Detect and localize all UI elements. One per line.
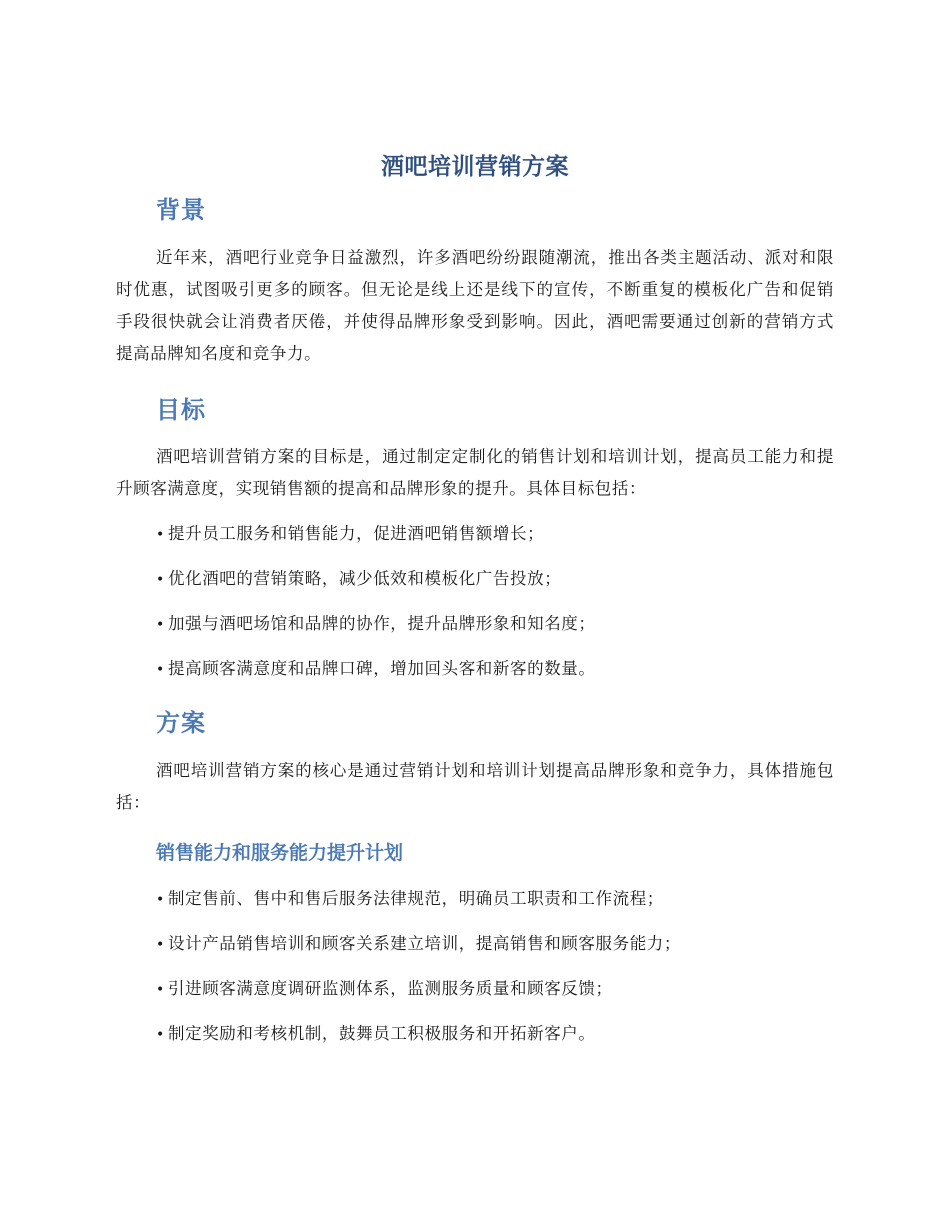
section-heading-plan: 方案 — [156, 709, 206, 737]
subsection-heading-sales-service: 销售能力和服务能力提升计划 — [156, 842, 404, 864]
plan-list-item — [156, 1022, 596, 1047]
plan-item-text: 引进顾客满意度调研监测体系，监测服务质量和顾客反馈； — [168, 979, 613, 998]
bullet-dot: • — [156, 662, 165, 678]
bullet-dot: • — [156, 1027, 165, 1043]
background-paragraph: 近年来，酒吧行业竞争日益激烈，许多酒吧纷纷跟随潮流，推出各类主题活动、派对和限时优惠，试图吸引更多的顾客。但无论是线上还是线下的宣传，不断重复的模板化广告和促销手段很快就会让消费者厌倦，并使得品牌形象受到影响。因此，酒吧需要通过创新的营销方式提高品牌知名度和竞争力。 — [116, 248, 834, 363]
section-heading-goals: 目标 — [156, 396, 206, 424]
goals-list-item — [156, 567, 561, 592]
plan-item-text: 制定奖励和考核机制，鼓舞员工积极服务和开拓新客户。 — [168, 1024, 596, 1043]
goals-list-item — [156, 657, 596, 682]
goals-item-text: 提高顾客满意度和品牌口碑，增加回头客和新客的数量。 — [168, 659, 596, 678]
plan-paragraph: 酒吧培训营销方案的核心是通过营销计划和培训计划提高品牌形象和竞争力，具体措施包括： — [116, 761, 834, 812]
plan-item-text: 制定售前、售中和售后服务法律规范，明确员工职责和工作流程； — [168, 889, 664, 908]
document-title: 酒吧培训营销方案 — [381, 154, 569, 180]
plan-list-item — [156, 887, 664, 912]
bullet-dot: • — [156, 617, 165, 633]
goals-item-text: 提升员工服务和销售能力，促进酒吧销售额增长； — [168, 524, 545, 543]
bullet-dot: • — [156, 892, 165, 908]
section-heading-background: 背景 — [156, 196, 206, 224]
goals-list-item — [156, 612, 596, 637]
bullet-dot: • — [156, 572, 165, 588]
goals-item-text: 优化酒吧的营销策略，减少低效和模板化广告投放； — [168, 569, 562, 588]
goals-list-item — [156, 522, 544, 547]
goals-paragraph: 酒吧培训营销方案的目标是，通过制定定制化的销售计划和培训计划，提高员工能力和提升顾客满意度，实现销售额的提高和品牌形象的提升。具体目标包括： — [116, 447, 834, 498]
goals-item-text: 加强与酒吧场馆和品牌的协作，提升品牌形象和知名度； — [168, 614, 596, 633]
bullet-dot: • — [156, 937, 165, 953]
bullet-dot: • — [156, 982, 165, 998]
plan-list-item — [156, 932, 681, 957]
plan-item-text: 设计产品销售培训和顾客关系建立培训，提高销售和顾客服务能力； — [168, 934, 681, 953]
bullet-dot: • — [156, 527, 165, 543]
plan-list-item — [156, 977, 613, 1002]
